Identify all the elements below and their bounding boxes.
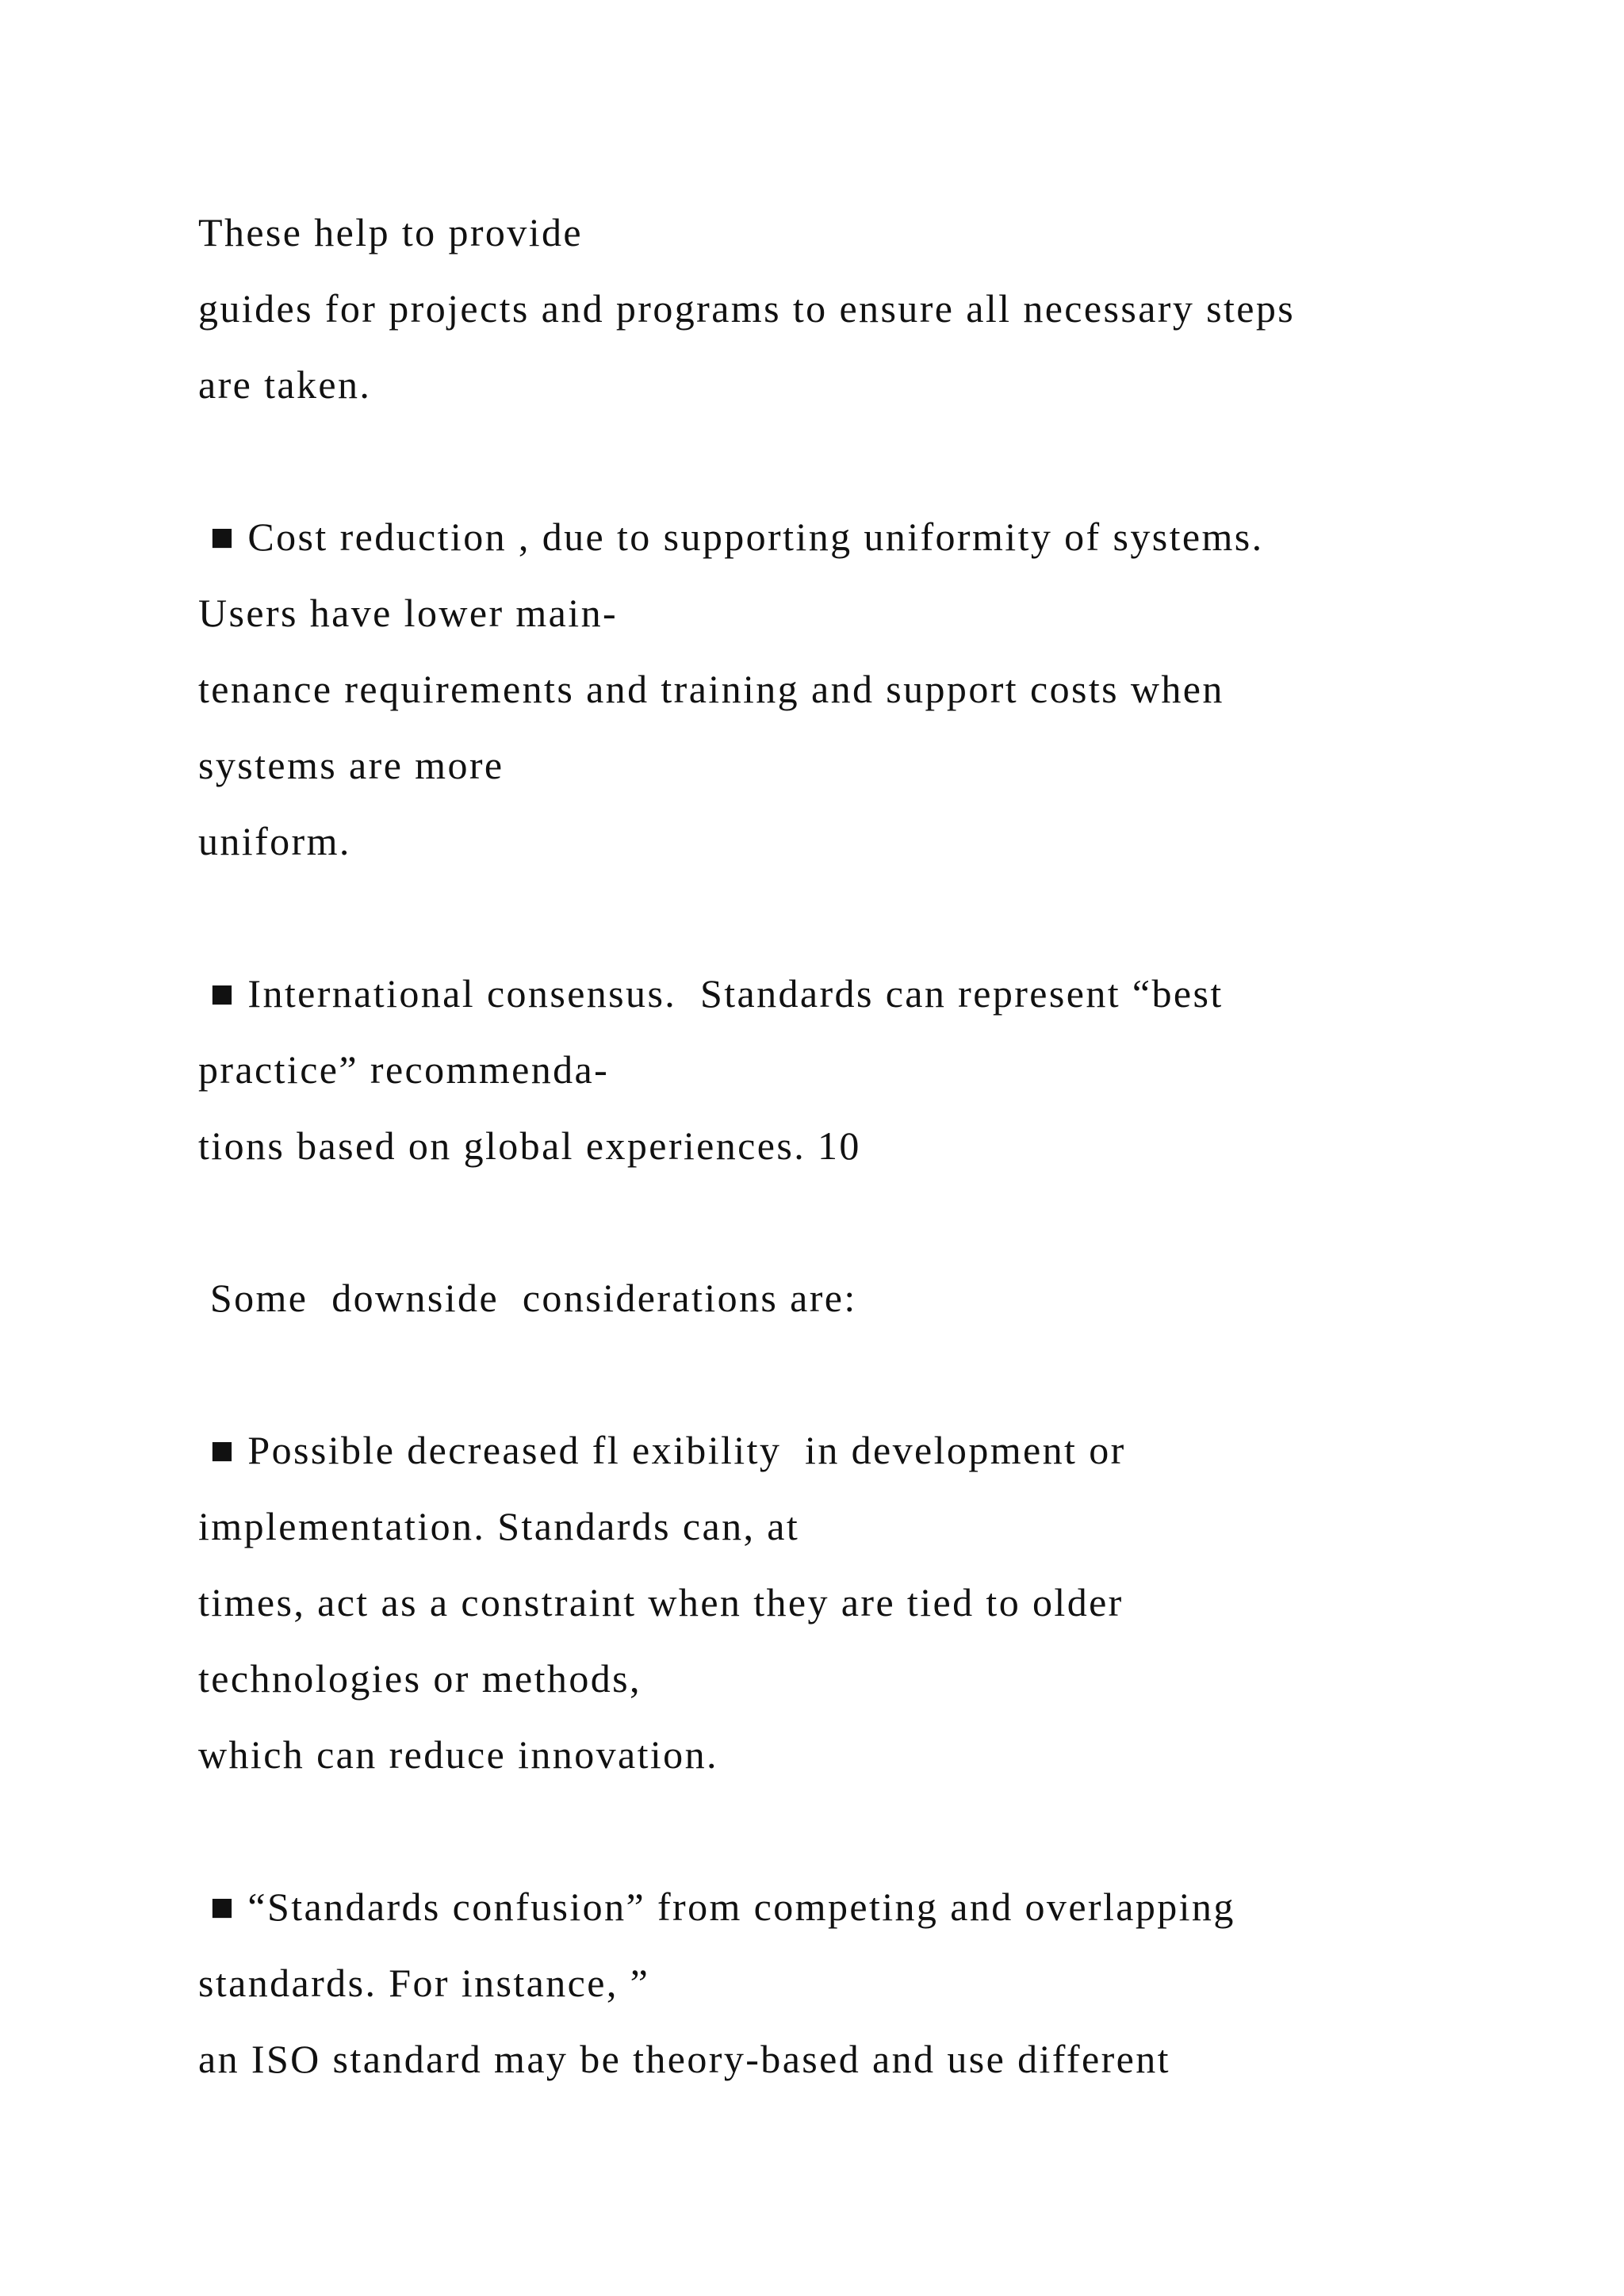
- text-line: tions based on global experiences. 10: [198, 1123, 861, 1168]
- text-line: an ISO standard may be theory-based and use different: [198, 2037, 1170, 2081]
- bullet-cost-reduction: ■ Cost reduction , due to supporting uniformity of systems.: [198, 515, 1264, 559]
- blank-line: [198, 1184, 1546, 1260]
- blank-line: [198, 1336, 1546, 1412]
- text-line: tenance requirements and training and support costs when: [198, 667, 1224, 711]
- text-line: implementation. Standards can, at: [198, 1504, 800, 1548]
- text-line: practice” recommenda-: [198, 1047, 610, 1092]
- blank-line: [198, 879, 1546, 955]
- text-line: are taken.: [198, 362, 372, 407]
- text-line: which can reduce innovation.: [198, 1732, 718, 1777]
- text-line: systems are more: [198, 743, 504, 787]
- bullet-decreased-flexibility: ■ Possible decreased fl exibility in development or: [198, 1428, 1126, 1472]
- text-line: These help to provide: [198, 210, 583, 254]
- text-line: standards. For instance, ”: [198, 1961, 650, 2005]
- text-line: times, act as a constraint when they are tied to older: [198, 1580, 1124, 1624]
- text-line: uniform.: [198, 819, 351, 863]
- document-body: [198, 194, 1546, 2097]
- downside-heading: Some downside considerations are:: [198, 1276, 857, 1320]
- text-line: Users have lower main-: [198, 591, 619, 635]
- bullet-international-consensus: ■ International consensus. Standards can represent “best: [198, 971, 1224, 1016]
- blank-line: [198, 1793, 1546, 1869]
- text-line: guides for projects and programs to ensure all necessary steps: [198, 286, 1296, 331]
- text-line: technologies or methods,: [198, 1656, 642, 1701]
- blank-line: [198, 423, 1546, 499]
- bullet-standards-confusion: ■ “Standards confusion” from competing and overlapping: [198, 1885, 1235, 1929]
